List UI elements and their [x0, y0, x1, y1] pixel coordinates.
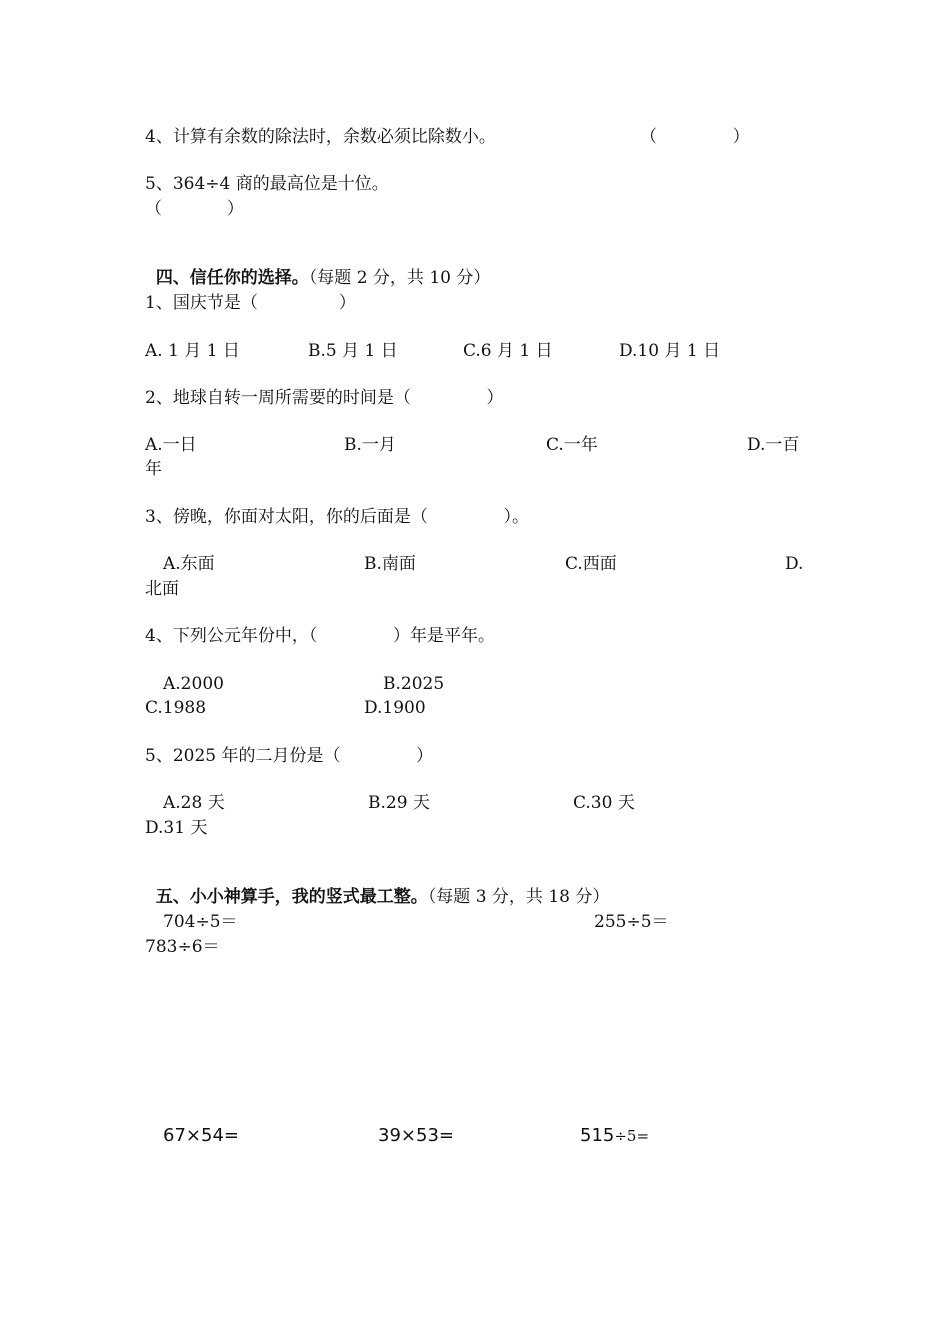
- choice-q2-option-a: A.一日: [145, 435, 197, 455]
- judge-q5-text: 5、364÷4 商的最高位是十位。: [145, 174, 389, 194]
- choice-q2-option-d: D.一百: [747, 435, 800, 455]
- calc-problem-4: 67×54=: [163, 1125, 239, 1146]
- calc-problem-1: 704÷5＝: [163, 912, 238, 932]
- section5-heading: 五、小小神算手，我的竖式最工整。: [155, 887, 428, 907]
- judge-q4-text: 4、计算有余数的除法时，余数必须比除数小。: [145, 127, 496, 147]
- judge-q4-answer-blank[interactable]: （ ）: [640, 127, 750, 147]
- choice-q1-option-d: D.10 月 1 日: [619, 341, 721, 361]
- choice-q3-option-b: B.南面: [364, 554, 416, 574]
- choice-q3-option-d-wrap: 北面: [145, 579, 179, 599]
- choice-q4-option-d: D.1900: [364, 698, 426, 718]
- choice-q5-option-d: D.31 天: [145, 818, 208, 838]
- choice-q1-option-b: B.5 月 1 日: [308, 341, 398, 361]
- judge-q5-answer-blank[interactable]: （ ）: [145, 199, 244, 219]
- choice-q1-option-a: A. 1 月 1 日: [145, 341, 240, 361]
- choice-q5-option-b: B.29 天: [368, 793, 430, 813]
- choice-q5-text: 5、2025 年的二月份是（ ）: [145, 746, 434, 766]
- choice-q5-option-a: A.28 天: [163, 793, 225, 813]
- choice-q1-text: 1、国庆节是（ ）: [145, 293, 356, 313]
- calc-problem-6-number: 515: [580, 1125, 615, 1146]
- choice-q4-option-b: B.2025: [383, 674, 445, 694]
- choice-q2-option-c: C.一年: [546, 435, 598, 455]
- choice-q3-option-c: C.西面: [565, 554, 617, 574]
- choice-q2-text: 2、地球自转一周所需要的时间是（ ）: [145, 388, 504, 408]
- calc-problem-2: 255÷5＝: [594, 912, 669, 932]
- choice-q4-text: 4、下列公元年份中，（ ）年是平年。: [145, 626, 495, 646]
- calc-problem-5: 39×53=: [378, 1125, 454, 1146]
- calc-problem-3: 783÷6＝: [145, 937, 220, 957]
- section5-title: [145, 864, 609, 908]
- section5-score: （每题 3 分，共 18 分）: [427, 887, 610, 907]
- choice-q4-option-a: A.2000: [163, 674, 224, 694]
- choice-q3-option-d: D.: [785, 554, 804, 574]
- section4-title: [145, 245, 490, 289]
- choice-q3-text: 3、傍晚，你面对太阳，你的后面是（ ）。: [145, 507, 529, 527]
- calc-problem-6: [580, 1125, 649, 1147]
- choice-q1-option-c: C.6 月 1 日: [463, 341, 553, 361]
- choice-q2-option-d-wrap: 年: [145, 459, 162, 479]
- section4-heading: 四、信任你的选择。: [155, 268, 309, 288]
- choice-q5-option-c: C.30 天: [573, 793, 635, 813]
- choice-q2-option-b: B.一月: [344, 435, 396, 455]
- section4-score: （每题 2 分，共 10 分）: [308, 268, 491, 288]
- choice-q3-option-a: A.东面: [163, 554, 215, 574]
- choice-q4-option-c: C.1988: [145, 698, 207, 718]
- calc-problem-6-tail: ÷5=: [614, 1127, 650, 1145]
